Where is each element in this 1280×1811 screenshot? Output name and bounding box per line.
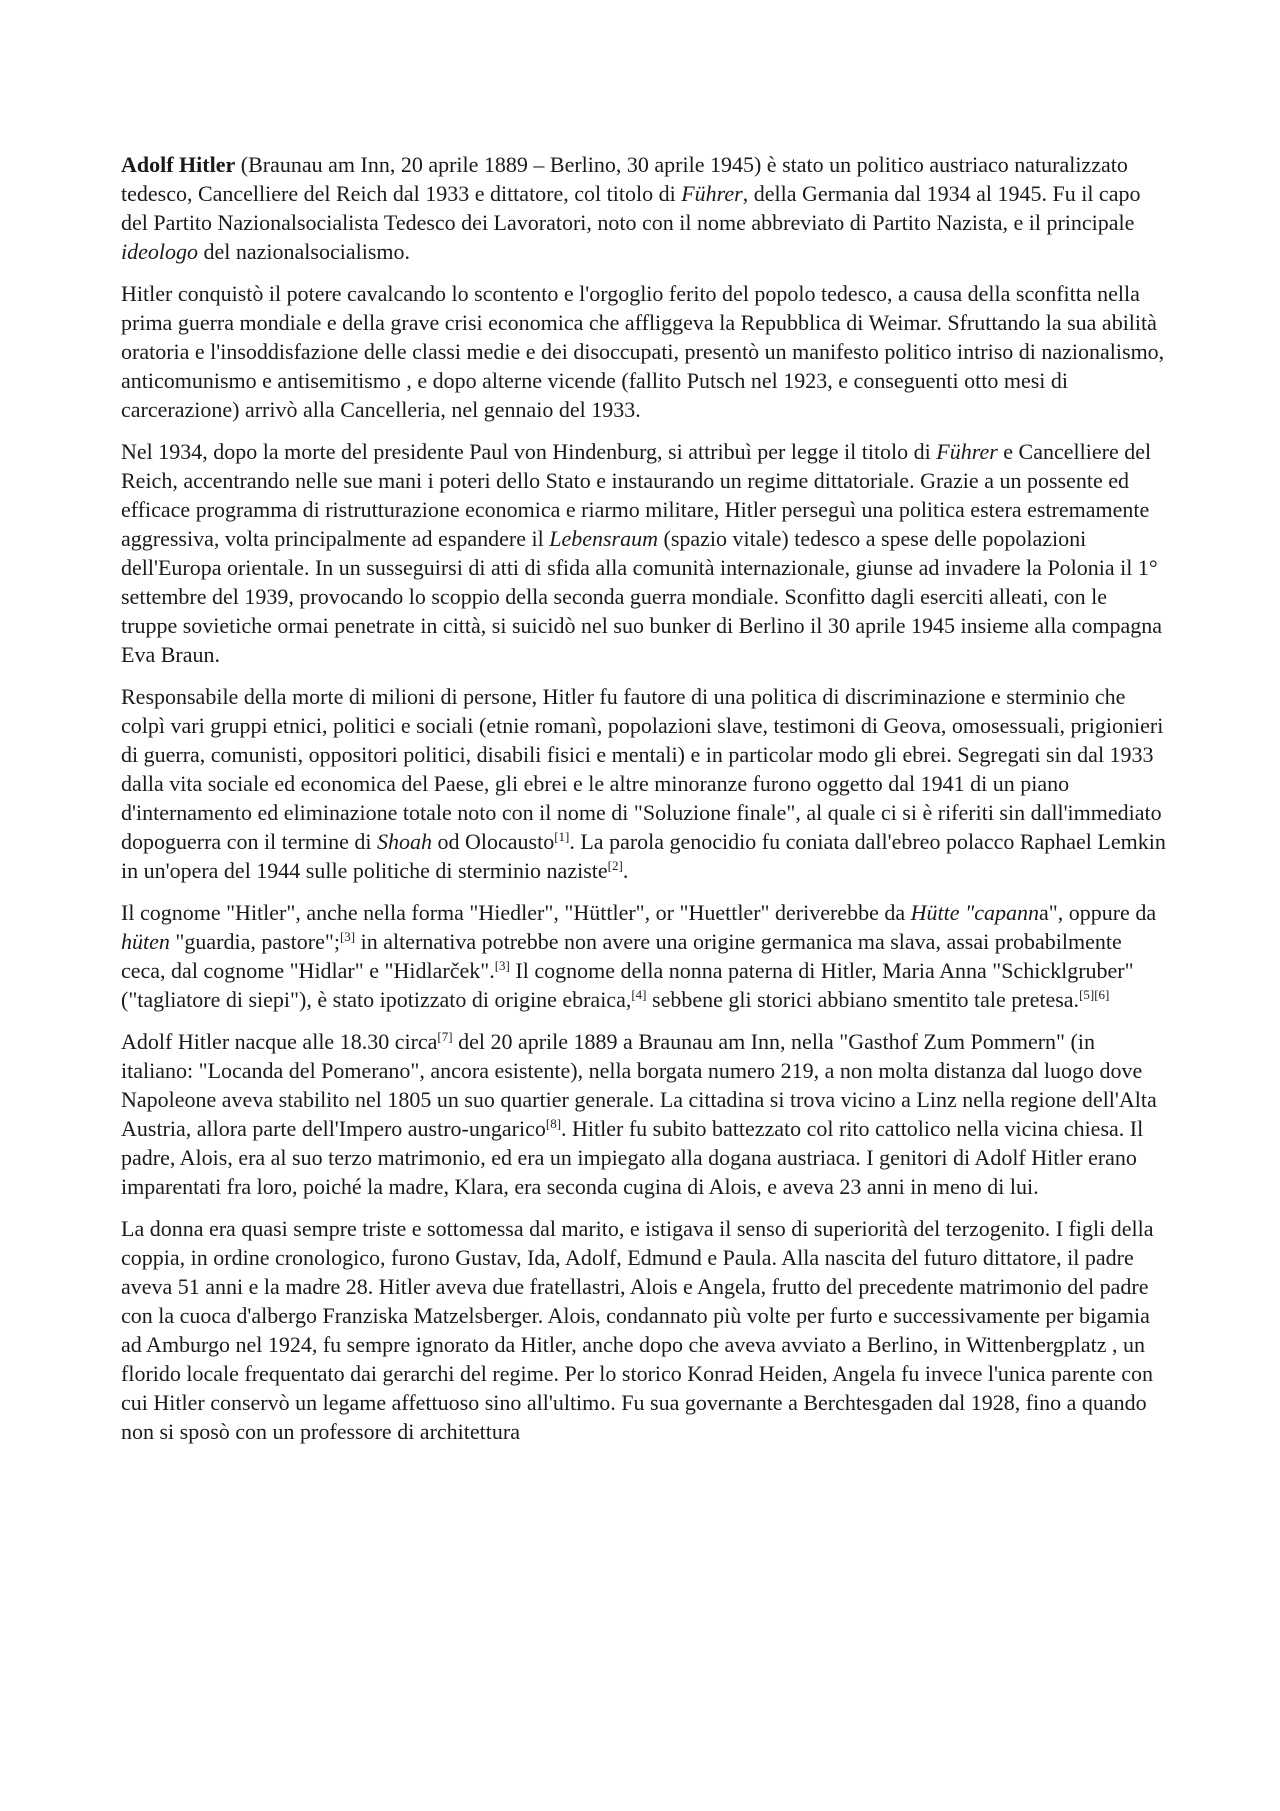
- footnote-ref[interactable]: [2]: [607, 858, 623, 873]
- paragraph-intro: Adolf Hitler (Braunau am Inn, 20 aprile 1889 – Berlino, 30 aprile 1945) è stato un politico austriaco naturalizzato tedesco, Cancelliere del Reich dal 1933 e dittatore, col titolo di Führer, della Germania dal 1934 al 1945. Fu il capo del Partito Nazionalsocialista Tedesco dei Lavoratori, noto con il nome abbreviato di Partito Nazista, e il principale ideologo del nazionalsocialismo.: [121, 152, 1141, 264]
- footnote-ref[interactable]: [4]: [631, 987, 647, 1002]
- footnote-ref[interactable]: [1]: [554, 829, 570, 844]
- footnote-ref[interactable]: [5][6]: [1079, 987, 1110, 1002]
- footnote-ref[interactable]: [3]: [494, 958, 510, 973]
- subject-name: Adolf Hitler: [121, 152, 236, 177]
- footnote-ref[interactable]: [8]: [545, 1116, 562, 1131]
- footnote-ref[interactable]: [3]: [339, 929, 356, 944]
- paragraph-family: La donna era quasi sempre triste e sottomessa dal marito, e istigava il senso di superiorità del terzogenito. I figli della coppia, in ordine cronologico, furono Gustav, Ida, Adolf, Edmund e Paula. Alla nascita del futuro dittatore, il padre aveva 51 anni e la madre 28. Hitler aveva due fratellastri, Alois e Angela, frutto del precedente matrimonio del padre con la cuoca d'albergo Franziska Matzelsberger. Alois, condannato più volte per furto e successivamente per bigamia ad Amburgo nel 1924, fu sempre ignorato da Hitler, anche dopo che aveva avviato a Berlino, in Wittenbergplatz , un florido locale frequentato dai gerarchi del regime. Per lo storico Konrad Heiden, Angela fu invece l'unica parente con cui Hitler conservò un legame affettuoso sino all'ultimo. Fu sua governante a Berchtesgaden dal 1928, fino a quando non si sposò con un professore di architettura: [121, 1216, 1154, 1444]
- paragraph-dictatorship: Nel 1934, dopo la morte del presidente Paul von Hindenburg, si attribuì per legge il titolo di Führer e Cancelliere del Reich, accentrando nelle sue mani i poteri dello Stato e instaurando un regime dittatoriale. Grazie a un possente ed efficace programma di ristrutturazione economica e riarmo militare, Hitler perseguì una politica estera estremamente aggressiva, volta principalmente ad espandere il Lebensraum (spazio vitale) tedesco a spese delle popolazioni dell'Europa orientale. In un susseguirsi di atti di sfida alla comunità internazionale, giunse ad invadere la Polonia il 1° settembre del 1939, provocando lo scoppio della seconda guerra mondiale. Sconfitto dagli eserciti alleati, con le truppe sovietiche ormai penetrate in città, si suicidò nel suo bunker di Berlino il 30 aprile 1945 insieme alla compagna Eva Braun.: [121, 439, 1163, 667]
- document-body: [121, 150, 1167, 1459]
- paragraph-persecution: Responsabile della morte di milioni di persone, Hitler fu fautore di una politica di discriminazione e sterminio che colpì vari gruppi etnici, politici e sociali (etnie romanì, popolazioni slave, testimoni di Geova, omosessuali, prigionieri di guerra, comunisti, oppositori politici, disabili fisici e mentali) e in particolar modo gli ebrei. Segregati sin dal 1933 dalla vita sociale ed economica del Paese, gli ebrei e le altre minoranze furono oggetto dal 1941 di un piano d'internamento ed eliminazione totale noto con il nome di "Soluzione finale", al quale ci si è riferiti sin dall'immediato dopoguerra con il termine di Shoah od Olocausto[1]. La parola genocidio fu coniata dall'ebreo polacco Raphael Lemkin in un'opera del 1944 sulle politiche di sterminio naziste[2].: [121, 684, 1166, 883]
- footnote-ref[interactable]: [7]: [437, 1029, 453, 1044]
- paragraph-birth: Adolf Hitler nacque alle 18.30 circa[7] del 20 aprile 1889 a Braunau am Inn, nella "Gasthof Zum Pommern" (in italiano: "Locanda del Pomerano", ancora esistente), nella borgata numero 219, a non molta distanza dal luogo dove Napoleone aveva stabilito nel 1805 un suo quartier generale. La cittadina si trova vicino a Linz nella regione dell'Alta Austria, allora parte dell'Impero austro-ungarico[8]. Hitler fu subito battezzato col rito cattolico nella vicina chiesa. Il padre, Alois, era al suo terzo matrimonio, ed era un impiegato alla dogana austriaca. I genitori di Adolf Hitler erano imparentati fra loro, poiché la madre, Klara, era seconda cugina di Alois, e aveva 23 anni in meno di lui.: [121, 1029, 1157, 1199]
- paragraph-rise-to-power: Hitler conquistò il potere cavalcando lo scontento e l'orgoglio ferito del popolo tedesco, a causa della sconfitta nella prima guerra mondiale e della grave crisi economica che affliggeva la Repubblica di Weimar. Sfruttando la sua abilità oratoria e l'insoddisfazione delle classi medie e dei disoccupati, presentò un manifesto politico intriso di nazionalismo, anticomunismo e antisemitismo , e dopo alterne vicende (fallito Putsch nel 1923, e conseguenti otto mesi di carcerazione) arrivò alla Cancelleria, nel gennaio del 1933.: [121, 281, 1165, 422]
- paragraph-surname: Il cognome "Hitler", anche nella forma "Hiedler", "Hüttler", or "Huettler" deriverebbe da Hütte "capanna", oppure da hüten "guardia, pastore";[3] in alternativa potrebbe non avere una origine germanica ma slava, assai probabilmente ceca, dal cognome "Hidlar" e "Hidlarček".[3] Il cognome della nonna paterna di Hitler, Maria Anna "Schicklgruber" ("tagliatore di siepi"), è stato ipotizzato di origine ebraica,[4] sebbene gli storici abbiano smentito tale pretesa.[5][6]: [121, 900, 1157, 1012]
